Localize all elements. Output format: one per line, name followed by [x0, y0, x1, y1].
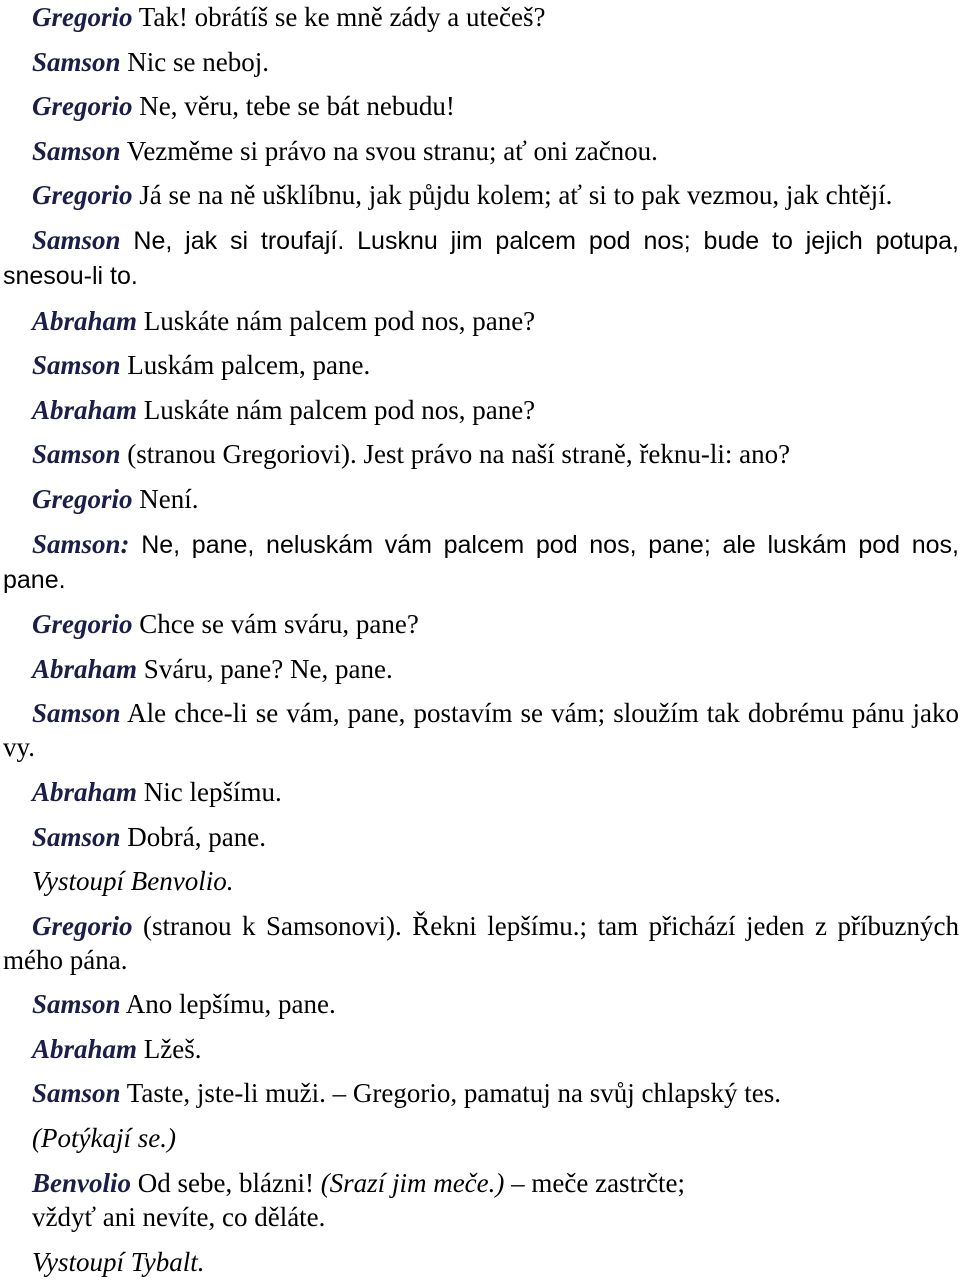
line-text: Ano lepšímu, pane. [120, 989, 336, 1020]
line-text: Dobrá, pane. [120, 821, 266, 852]
speaker-name: Abraham [32, 1033, 138, 1064]
line-text: (stranou k Samsonovi). Řekni lepšímu.; tam přichází jeden z příbuzných mého pána. [3, 910, 959, 975]
line-gregorio-4 [3, 482, 959, 516]
line-text: Nic se neboj. [120, 46, 270, 77]
speaker-name: Gregorio [32, 609, 133, 640]
speaker-name: Abraham [32, 305, 138, 336]
line-abraham-5 [3, 1032, 959, 1066]
line-text: Ne, jak si troufají. Lusknu jim palcem pod nos; bude to jejich potupa, snesou-li to. [3, 226, 959, 290]
speaker-name: Gregorio [32, 483, 133, 514]
speaker-name: Samson [32, 821, 121, 852]
speaker-name: Abraham [32, 776, 138, 807]
speaker-name: Samson [32, 224, 121, 255]
speaker-name: Gregorio [32, 2, 133, 32]
line-abraham-2 [3, 393, 959, 427]
speaker-name: Samson [32, 439, 121, 470]
line-text: Taste, jste-li muži. – Gregorio, pamatuj na svůj chlapský tes. [120, 1078, 782, 1109]
stage-direction: Vystoupí Tybalt. [32, 1246, 205, 1277]
line-text: Nic lepšímu. [137, 776, 282, 807]
speaker-name: Gregorio [32, 91, 133, 122]
line-text: Není. [132, 483, 199, 514]
line-text: Luskáte nám palcem pod nos, pane? [137, 305, 536, 336]
line-samson-2 [3, 134, 959, 168]
speaker-name: Abraham [32, 394, 138, 425]
speaker-name: Samson [32, 989, 121, 1020]
line-text: Ne, věru, tebe se bát nebudu! [132, 91, 455, 122]
line-samson-1 [3, 45, 959, 79]
line-abraham-4 [3, 775, 959, 809]
line-text: (stranou Gregoriovi). Jest právo na naší straně, řeknu-li: ano? [120, 439, 791, 470]
line-abraham-3 [3, 652, 959, 686]
line-samson-8 [3, 820, 959, 854]
line-gregorio-1 [3, 0, 959, 34]
line-text: Sváru, pane? Ne, pane. [137, 653, 393, 684]
line-gregorio-2 [3, 89, 959, 123]
speaker-name: Gregorio [32, 180, 133, 211]
line-text: Ne, pane, neluskám vám palcem pod nos, pane; ale luskám pod nos, pane. [3, 530, 959, 594]
line-samson-7 [3, 696, 959, 764]
stage-direction: Vystoupí Benvolio. [32, 866, 234, 897]
speaker-name: Benvolio [32, 1167, 131, 1198]
line-text: Lžeš. [137, 1033, 202, 1064]
speaker-name: Samson [32, 46, 121, 77]
line-samson-5 [3, 437, 959, 471]
line-text: Ale chce-li se vám, pane, postavím se vám; sloužím tak dobrému pánu jako vy. [3, 698, 959, 763]
line-samson-10 [3, 1076, 959, 1110]
line-gregorio-5 [3, 607, 959, 641]
line-text: Já se na ně ušklíbnu, jak půjdu kolem; ať si to pak vezmou, jak chtějí. [132, 180, 893, 211]
line-text: Vezměme si právo na svou stranu; ať oni začnou. [120, 135, 658, 166]
line-samson-9 [3, 987, 959, 1021]
line-benvolio-1 [3, 1166, 959, 1200]
line-text: Tak! obrátíš se ke mně zády a utečeš? [132, 2, 546, 32]
line-samson-6 [3, 527, 959, 597]
line-text: Chce se vám sváru, pane? [132, 609, 419, 640]
speaker-name: Samson: [32, 528, 130, 559]
line-abraham-1 [3, 304, 959, 338]
line-text: – meče zastrčte; [504, 1167, 686, 1198]
speaker-name: Samson [32, 350, 121, 381]
line-samson-3 [3, 223, 959, 293]
speaker-name: Abraham [32, 653, 138, 684]
speaker-name: Samson [32, 1078, 121, 1109]
stage-direction: (Potýkají se.) [32, 1123, 176, 1154]
line-text: Luskáte nám palcem pod nos, pane? [137, 394, 536, 425]
speaker-name: Gregorio [32, 910, 133, 941]
line-text: Od sebe, blázni! [131, 1167, 321, 1198]
speaker-name: Samson [32, 698, 121, 729]
line-text: Luskám palcem, pane. [120, 350, 371, 381]
speaker-name: Samson [32, 135, 121, 166]
line-benvolio-continuation: vždyť ani nevíte, co děláte. [32, 1201, 326, 1232]
line-gregorio-3 [3, 178, 959, 212]
line-samson-4 [3, 348, 959, 382]
inline-stage-direction: (Srazí jim meče.) [320, 1167, 505, 1198]
line-gregorio-6 [3, 909, 959, 977]
